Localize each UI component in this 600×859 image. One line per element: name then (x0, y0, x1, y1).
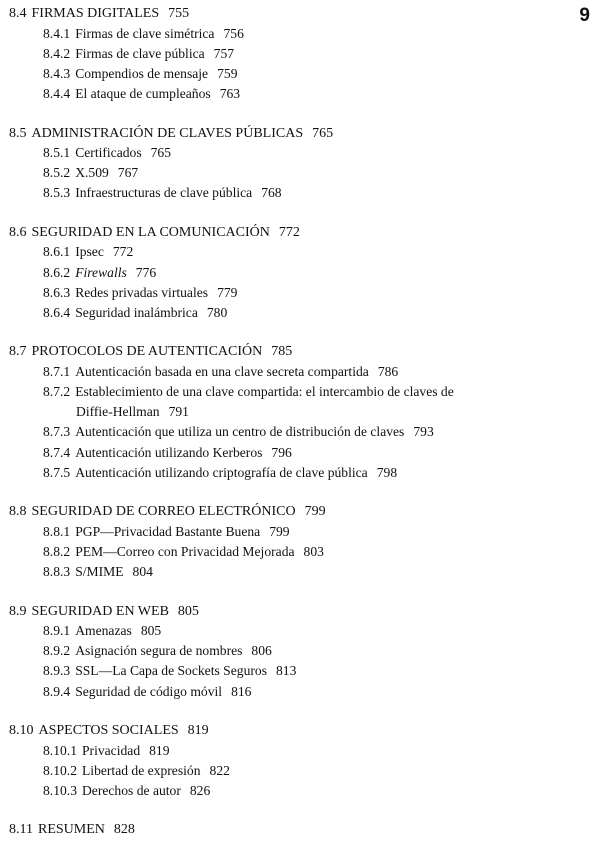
entry-number: 8.5.1 (43, 145, 71, 160)
section-heading (9, 502, 569, 522)
entry-page: 796 (271, 444, 292, 460)
entry-number: 8.6.4 (43, 304, 71, 320)
entry-number: 8.8.3 (43, 564, 71, 580)
section-number: 8.10 (9, 723, 34, 738)
entry-number: 8.10.3 (43, 782, 77, 798)
entry-number: 8.8.2 (43, 543, 71, 559)
entry-title: Amenazas (75, 623, 132, 638)
section-number: 8.9 (9, 603, 27, 619)
entry-page: 822 (209, 762, 230, 778)
entry-title: Ipsec (75, 244, 104, 260)
section-number: 8.8 (9, 504, 27, 520)
entry-title: X.509 (75, 165, 109, 181)
entry-title: Firmas de clave pública (75, 45, 205, 61)
section-title: FIRMAS DIGITALES (31, 6, 160, 21)
section-page: 765 (312, 125, 334, 141)
entry-title: SSL—La Capa de Sockets Seguros (75, 663, 267, 679)
section-title: RESUMEN (37, 822, 105, 838)
toc-entry (9, 522, 569, 542)
toc-section-8-9 (9, 602, 569, 702)
entry-page: 757 (213, 45, 235, 61)
section-number: 8.7 (9, 344, 27, 360)
section-heading (9, 4, 569, 24)
entry-number: 8.6.1 (43, 244, 71, 260)
section-number: 8.11 (9, 822, 33, 838)
entry-page: 779 (217, 284, 238, 300)
entry-page: 798 (376, 464, 398, 480)
entry-title: Firewalls (75, 264, 127, 280)
toc-entry (9, 542, 569, 562)
table-of-contents (9, 4, 569, 859)
entry-title: Seguridad inalámbrica (75, 304, 198, 320)
section-heading (9, 602, 569, 622)
toc-section-8-7 (9, 342, 569, 483)
entry-number: 8.6.3 (43, 284, 71, 300)
entry-title: Libertad de expresión (81, 762, 201, 778)
entry-number: 8.7.5 (43, 464, 71, 480)
toc-entry (9, 24, 569, 44)
toc-entry (9, 183, 569, 203)
section-heading (9, 223, 569, 243)
entry-number: 8.9.1 (43, 623, 71, 638)
toc-entry (9, 163, 569, 183)
toc-section-8-11 (9, 820, 569, 840)
toc-entry (9, 143, 569, 163)
entry-title: Privacidad (81, 742, 141, 758)
section-page: 805 (177, 603, 199, 619)
entry-page: 756 (223, 25, 244, 41)
entry-number: 8.7.4 (43, 444, 71, 460)
section-page: 785 (271, 344, 293, 360)
entry-number: 8.6.2 (43, 264, 71, 280)
entry-title: Autenticación utilizando Kerberos (75, 444, 263, 460)
entry-page: 819 (149, 742, 170, 758)
section-heading (9, 124, 569, 144)
entry-page: 813 (276, 663, 297, 679)
toc-entry (9, 303, 569, 323)
entry-number: 8.4.2 (43, 45, 71, 61)
toc-section-8-4 (9, 4, 569, 104)
toc-entry (9, 382, 569, 422)
entry-page: 763 (219, 86, 241, 102)
entry-title: Derechos de autor (81, 782, 181, 798)
entry-page: 768 (261, 185, 282, 201)
entry-continuation (43, 402, 569, 422)
entry-page: 793 (413, 424, 434, 440)
entry-number: 8.7.2 (43, 384, 71, 399)
entry-number: 8.4.1 (43, 25, 71, 41)
entry-page: 772 (112, 244, 134, 260)
toc-entry (9, 661, 569, 681)
entry-title: Redes privadas virtuales (75, 284, 209, 300)
entry-title: Autenticación basada en una clave secreta compartida (75, 363, 369, 379)
entry-number: 8.4.3 (43, 65, 71, 81)
entry-page: 776 (135, 264, 157, 280)
toc-section-8-8 (9, 502, 569, 582)
entry-number: 8.5.3 (43, 185, 71, 201)
toc-entry (9, 362, 569, 382)
section-title: PROTOCOLOS DE AUTENTICACIÓN (31, 344, 263, 360)
toc-entry (9, 562, 569, 582)
entry-number: 8.4.4 (43, 86, 71, 102)
toc-entry (9, 64, 569, 84)
page-number: 9 (579, 5, 590, 26)
section-heading (9, 721, 569, 741)
entry-page: 806 (251, 643, 272, 659)
toc-entry (9, 621, 569, 641)
entry-title: Autenticación que utiliza un centro de distribución de claves (75, 424, 405, 440)
entry-title: Asignación segura de nombres (75, 643, 243, 659)
toc-entry (9, 781, 569, 801)
section-title: ASPECTOS SOCIALES (38, 723, 179, 738)
section-title: SEGURIDAD DE CORREO ELECTRÓNICO (31, 504, 296, 520)
entry-title: Compendios de mensaje (75, 65, 209, 81)
section-title: SEGURIDAD EN WEB (31, 603, 169, 619)
entry-page: 799 (269, 523, 290, 539)
toc-entry (9, 641, 569, 661)
toc-entry (9, 741, 569, 761)
entry-number: 8.7.3 (43, 424, 71, 440)
entry-title: S/MIME (75, 564, 124, 580)
toc-entry (9, 44, 569, 64)
toc-section-8-5 (9, 124, 569, 204)
entry-number: 8.5.2 (43, 165, 71, 181)
section-heading (9, 342, 569, 362)
toc-entry (9, 283, 569, 303)
section-page: 819 (187, 723, 209, 738)
entry-title: Seguridad de código móvil (75, 683, 223, 699)
toc-entry (9, 242, 569, 262)
section-page: 828 (113, 822, 135, 838)
entry-title: Infraestructuras de clave pública (75, 185, 253, 201)
section-page: 799 (304, 504, 326, 520)
entry-page: 780 (206, 304, 228, 320)
entry-title-continued: Diffie-Hellman (76, 404, 160, 420)
entry-number: 8.9.2 (43, 643, 71, 659)
toc-entry (9, 443, 569, 463)
entry-number: 8.8.1 (43, 523, 71, 539)
section-number: 8.4 (9, 6, 27, 21)
toc-entry (9, 422, 569, 442)
entry-title: Firmas de clave simétrica (75, 25, 215, 41)
entry-title: Establecimiento de una clave compartida: el intercambio de claves de (75, 384, 454, 399)
toc-section-8-10 (9, 721, 569, 801)
entry-page: 765 (150, 145, 172, 160)
entry-page: 786 (377, 363, 399, 379)
section-heading (9, 820, 569, 840)
entry-number: 8.7.1 (43, 363, 71, 379)
entry-number: 8.9.3 (43, 663, 71, 679)
entry-title: PGP—Privacidad Bastante Buena (75, 523, 261, 539)
entry-page: 767 (117, 165, 139, 181)
entry-title: Autenticación utilizando criptografía de clave pública (75, 464, 368, 480)
section-page: 755 (168, 6, 190, 21)
section-title: SEGURIDAD EN LA COMUNICACIÓN (31, 224, 270, 240)
entry-title: Certificados (75, 145, 142, 160)
entry-title: PEM—Correo con Privacidad Mejorada (75, 543, 295, 559)
entry-page: 805 (140, 623, 162, 638)
toc-entry (9, 682, 569, 702)
section-number: 8.6 (9, 224, 27, 240)
entry-number: 8.10.2 (43, 762, 77, 778)
entry-page: 791 (168, 404, 189, 420)
section-page: 772 (278, 224, 300, 240)
entry-page: 803 (303, 543, 324, 559)
entry-title: El ataque de cumpleaños (75, 86, 211, 102)
toc-entry (9, 463, 569, 483)
toc-entry (9, 263, 569, 283)
entry-page: 804 (132, 564, 153, 580)
toc-entry (9, 761, 569, 781)
section-number: 8.5 (9, 125, 27, 141)
entry-number: 8.9.4 (43, 683, 71, 699)
entry-page: 759 (217, 65, 238, 81)
toc-entry (9, 84, 569, 104)
entry-page: 826 (189, 782, 211, 798)
section-title: ADMINISTRACIÓN DE CLAVES PÚBLICAS (31, 125, 304, 141)
entry-number: 8.10.1 (43, 742, 77, 758)
entry-page: 816 (231, 683, 252, 699)
toc-section-8-6 (9, 223, 569, 323)
